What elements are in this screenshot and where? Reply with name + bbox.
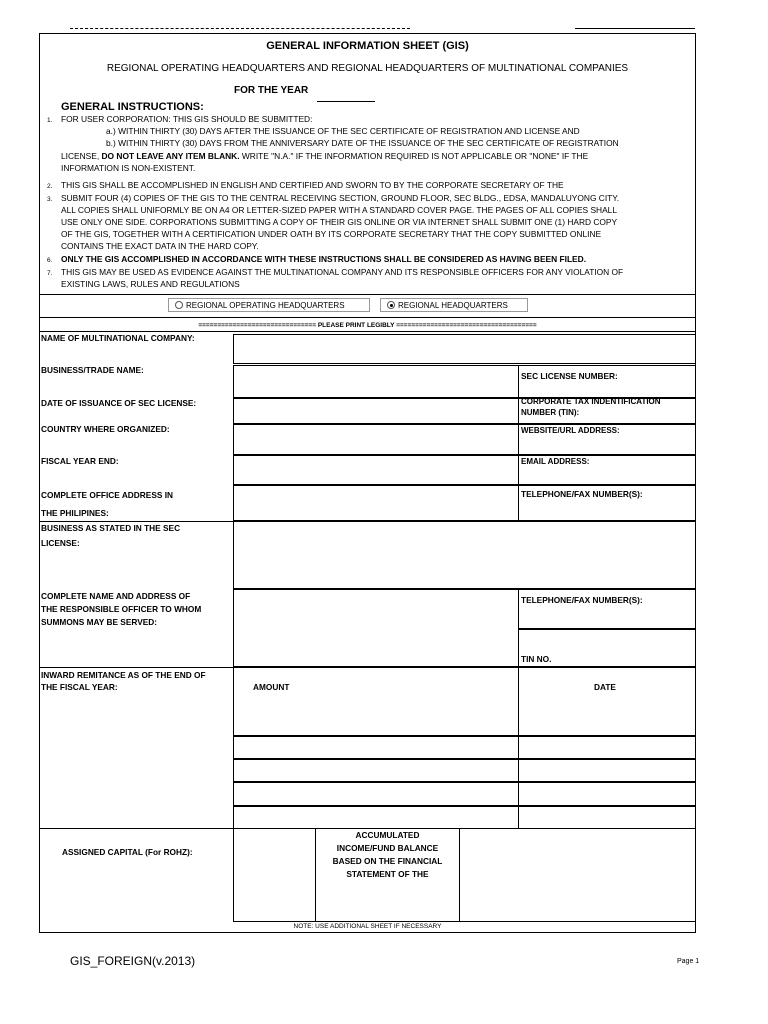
date-row-field[interactable] bbox=[518, 736, 696, 759]
amount-label: AMOUNT bbox=[253, 682, 290, 692]
amount-header-cell bbox=[233, 667, 519, 736]
radio-rohq[interactable] bbox=[175, 301, 183, 309]
amount-row-field[interactable] bbox=[233, 736, 519, 759]
website-field[interactable] bbox=[518, 424, 696, 455]
instruction-text: EXISTING LAWS, RULES AND REGULATIONS bbox=[61, 279, 240, 289]
tin-field[interactable] bbox=[518, 397, 696, 424]
instruction-text: a.) WITHIN THIRTY (30) DAYS AFTER THE ISSUANCE OF THE SEC CERTIFICATE OF REGISTRATION AND LICENSE AND bbox=[106, 126, 580, 136]
telfax-field[interactable] bbox=[518, 485, 696, 521]
date-issuance-field[interactable] bbox=[233, 397, 519, 424]
instruction-number: 1. bbox=[47, 117, 53, 124]
instruction-text: USE ONLY ONE SIDE. CORPORATIONS SUBMITTING A COPY OF THEIR GIS ONLINE OR VIA INTERNET SHALL SUBMIT ONE (1) HARD COPY bbox=[61, 217, 618, 227]
website-label: WEBSITE/URL ADDRESS: bbox=[521, 426, 620, 435]
amount-row-field[interactable] bbox=[233, 806, 519, 829]
print-legibly-banner: =============================== PLEASE PRINT LEGIBLY ===================================== bbox=[198, 322, 537, 329]
top-dashed-line bbox=[70, 28, 410, 29]
instruction-text: LICENSE, DO NOT LEAVE ANY ITEM BLANK. WRITE "N.A." IF THE INFORMATION REQUIRED IS NOT APPLICABLE OR "NONE" IF THE bbox=[61, 151, 589, 161]
page-number: Page 1 bbox=[677, 958, 700, 965]
divider bbox=[40, 294, 695, 295]
form-title: GENERAL INFORMATION SHEET (GIS) bbox=[266, 40, 469, 52]
amount-row-field[interactable] bbox=[233, 759, 519, 782]
assigned-capital-field[interactable] bbox=[233, 828, 316, 922]
officer-telfax-field[interactable] bbox=[518, 589, 696, 629]
instruction-text: THIS GIS MAY BE USED AS EVIDENCE AGAINST THE MULTINATIONAL COMPANY AND ITS RESPONSIBLE OFFICERS FOR ANY VIOLATION OF bbox=[61, 267, 624, 277]
instruction-text: OF THE GIS, TOGETHER WITH A CERTIFICATION UNDER OATH BY ITS CORPORATE SECRETARY THAT THE COPY SUBMITTED ONLINE bbox=[61, 229, 602, 239]
tin-no-field[interactable] bbox=[518, 629, 696, 667]
email-field[interactable] bbox=[518, 455, 696, 485]
instruction-number: 6. bbox=[47, 257, 53, 264]
telfax-label: TELEPHONE/FAX NUMBER(S): bbox=[521, 489, 643, 499]
gis-form bbox=[39, 33, 696, 933]
option-rohq[interactable]: REGIONAL OPERATING HEADQUARTERS bbox=[168, 298, 370, 312]
sec-license-number-field[interactable] bbox=[518, 365, 696, 399]
officer-label: COMPLETE NAME AND ADDRESS OF THE RESPONSIBLE OFFICER TO WHOM SUMMONS MAY BE SERVED: bbox=[41, 591, 202, 627]
amount-row-field[interactable] bbox=[233, 782, 519, 806]
accumulated-income-label: ACCUMULATED INCOME/FUND BALANCE BASED ON THE FINANCIAL STATEMENT OF THE bbox=[315, 828, 460, 922]
company-name-field[interactable] bbox=[233, 334, 696, 364]
instruction-text: INFORMATION IS NON-EXISTENT. bbox=[61, 163, 196, 173]
instruction-text: THIS GIS SHALL BE ACCOMPLISHED IN ENGLISH AND CERTIFIED AND SWORN TO BY THE CORPORATE SECRETARY OF THE bbox=[61, 180, 564, 190]
business-field[interactable] bbox=[233, 521, 696, 589]
accumulated-income-field[interactable] bbox=[459, 828, 696, 922]
date-label: DATE bbox=[594, 682, 616, 692]
date-header-cell bbox=[518, 667, 696, 736]
date-issuance-label: DATE OF ISSUANCE OF SEC LICENSE: bbox=[41, 398, 197, 408]
sec-license-number-label: SEC LICENSE NUMBER: bbox=[521, 371, 618, 381]
address-field[interactable] bbox=[233, 485, 519, 521]
company-name-label: NAME OF MULTINATIONAL COMPANY: bbox=[41, 333, 195, 343]
instruction-number: 3. bbox=[47, 196, 53, 203]
instruction-number: 2. bbox=[47, 183, 53, 190]
option-rhq[interactable]: REGIONAL HEADQUARTERS bbox=[380, 298, 528, 312]
date-row-field[interactable] bbox=[518, 782, 696, 806]
instruction-text: CONTAINS THE EXACT DATA IN THE HARD COPY. bbox=[61, 241, 259, 251]
year-input-line[interactable] bbox=[317, 101, 375, 102]
top-solid-line bbox=[575, 28, 695, 29]
fiscal-year-end-field[interactable] bbox=[233, 455, 519, 485]
assigned-capital-label: ASSIGNED CAPITAL (For ROHZ): bbox=[62, 847, 193, 857]
date-row-field[interactable] bbox=[518, 759, 696, 782]
tin-no-label: TIN NO. bbox=[521, 654, 552, 664]
instruction-text: ALL COPIES SHALL UNIFORMLY BE ON A4 OR LETTER-SIZED PAPER WITH A STANDARD COVER PAGE. THE PAGES OF ALL COPIES SHALL bbox=[61, 205, 617, 215]
radio-rhq[interactable] bbox=[387, 301, 395, 309]
country-field[interactable] bbox=[233, 424, 519, 455]
divider bbox=[40, 317, 695, 318]
address-label: COMPLETE OFFICE ADDRESS IN THE PHILIPINES: bbox=[41, 490, 173, 518]
officer-field[interactable] bbox=[233, 589, 519, 667]
remittance-label: INWARD REMITANCE AS OF THE END OF THE FISCAL YEAR: bbox=[41, 670, 206, 692]
instruction-text: FOR USER CORPORATION: THIS GIS SHOULD BE SUBMITTED: bbox=[61, 114, 313, 124]
date-row-field[interactable] bbox=[518, 806, 696, 829]
instructions-heading: GENERAL INSTRUCTIONS: bbox=[61, 101, 204, 113]
for-the-year-label: FOR THE YEAR bbox=[234, 85, 309, 96]
officer-telfax-label: TELEPHONE/FAX NUMBER(S): bbox=[521, 595, 643, 605]
business-label: BUSINESS AS STATED IN THE SEC LICENSE: bbox=[41, 523, 181, 548]
instruction-text: ONLY THE GIS ACCOMPLISHED IN ACCORDANCE WITH THESE INSTRUCTIONS SHALL BE CONSIDERED AS HAVING BEEN FILED. bbox=[61, 254, 587, 264]
fiscal-year-end-label: FISCAL YEAR END: bbox=[41, 456, 119, 466]
trade-name-label: BUSINESS/TRADE NAME: bbox=[41, 365, 144, 375]
instruction-text: SUBMIT FOUR (4) COPIES OF THE GIS TO THE CENTRAL RECEIVING SECTION, GROUND FLOOR, SEC BLDG., EDSA, MANDALUYONG CITY. bbox=[61, 193, 620, 203]
instruction-number: 7. bbox=[47, 270, 53, 277]
email-label: EMAIL ADDRESS: bbox=[521, 457, 590, 466]
form-code: GIS_FOREIGN(v.2013) bbox=[70, 954, 196, 968]
tin-label: CORPORATE TAX INDENTIFICATION NUMBER (TIN): bbox=[521, 397, 661, 417]
instruction-text: b.) WITHIN THIRTY (30) DAYS FROM THE ANNIVERSARY DATE OF THE ISSUANCE OF THE SEC CERTIFICATE OF REGISTRATION bbox=[106, 138, 619, 148]
form-subtitle: REGIONAL OPERATING HEADQUARTERS AND REGIONAL HEADQUARTERS OF MULTINATIONAL COMPANIES bbox=[106, 63, 629, 74]
additional-sheet-note: NOTE: USE ADDITIONAL SHEET IF NECESSARY bbox=[293, 923, 442, 930]
country-label: COUNTRY WHERE ORGANIZED: bbox=[41, 424, 170, 434]
trade-name-field[interactable] bbox=[233, 365, 519, 399]
